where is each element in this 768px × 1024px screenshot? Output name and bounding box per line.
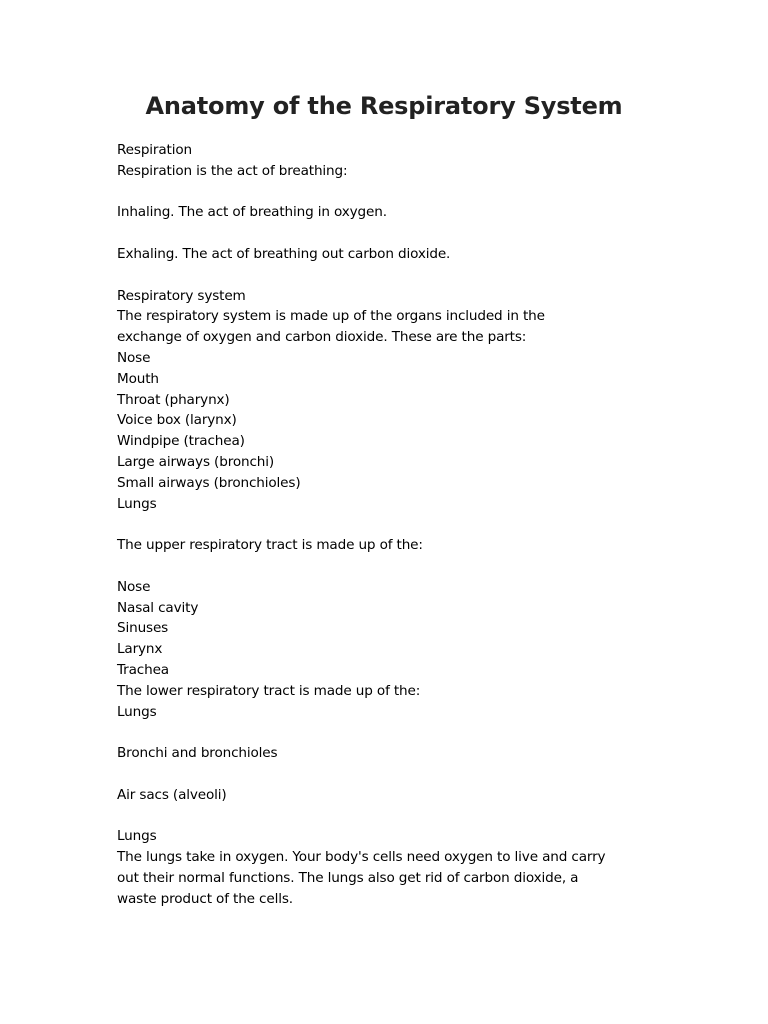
text-line: exchange of oxygen and carbon dioxide. These are the parts: xyxy=(117,329,527,346)
text-line: Respiration xyxy=(117,142,192,158)
text-line: Throat (pharynx) xyxy=(117,391,230,408)
text-line: Nasal cavity xyxy=(117,599,199,616)
text-line: The lungs take in oxygen. Your body's cells need oxygen to live and carry xyxy=(117,849,606,866)
text-line: Air sacs (alveoli) xyxy=(117,786,227,803)
blank-line xyxy=(117,764,677,785)
text-line: Trachea xyxy=(117,661,169,678)
text-line: Lungs xyxy=(117,495,157,512)
document-body xyxy=(117,140,677,909)
text-line: Large airways (bronchi) xyxy=(117,453,275,470)
text-line: Exhaling. The act of breathing out carbon dioxide. xyxy=(117,245,451,262)
blank-line xyxy=(117,182,677,203)
text-line: Mouth xyxy=(117,370,159,387)
text-line: The upper respiratory tract is made up of the: xyxy=(117,537,423,554)
blank-line xyxy=(117,223,677,244)
text-line: waste product of the cells. xyxy=(117,890,293,907)
text-line: Larynx xyxy=(117,641,163,658)
text-line: Small airways (bronchioles) xyxy=(117,474,301,491)
text-line: Voice box (larynx) xyxy=(117,412,237,429)
text-line: The respiratory system is made up of the organs included in the xyxy=(117,308,545,325)
text-line: Nose xyxy=(117,349,151,366)
blank-line xyxy=(117,806,677,827)
text-line: Windpipe (trachea) xyxy=(117,433,245,450)
blank-line xyxy=(117,514,677,535)
text-line: Lungs xyxy=(117,703,157,720)
blank-line xyxy=(117,722,677,743)
text-line: Inhaling. The act of breathing in oxygen. xyxy=(117,204,387,221)
text-line: The lower respiratory tract is made up of the: xyxy=(117,682,421,699)
text-line: Respiratory system xyxy=(117,287,246,304)
text-line: Sinuses xyxy=(117,620,169,637)
document-title: Anatomy of the Respiratory System xyxy=(145,92,623,120)
text-line: Nose xyxy=(117,578,151,595)
text-line: Bronchi and bronchioles xyxy=(117,745,278,762)
text-line: Respiration is the act of breathing: xyxy=(117,162,348,179)
text-line: out their normal functions. The lungs also get rid of carbon dioxide, a xyxy=(117,869,579,886)
blank-line xyxy=(117,265,677,286)
text-line: Lungs xyxy=(117,828,157,845)
blank-line xyxy=(117,556,677,577)
